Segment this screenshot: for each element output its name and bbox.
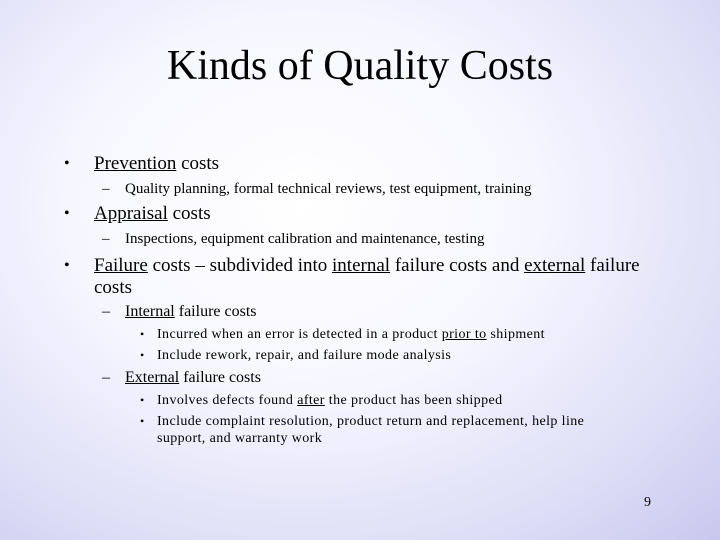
failure-external-word: external <box>524 255 586 276</box>
bullet-glyph: • <box>140 327 145 341</box>
external-item-1-text: Involves defects found <box>157 393 298 408</box>
internal-item-1 <box>140 326 627 343</box>
internal-item-1-text: Incurred when an error is detected in a product <box>157 327 442 342</box>
failure-term: Failure <box>94 255 148 276</box>
external-item-2 <box>140 413 627 447</box>
bullet-appraisal <box>64 203 654 225</box>
failure-text-a: costs – subdivided into <box>147 255 333 276</box>
appraisal-sub-text: Inspections, equipment calibration and maintenance, testing <box>125 231 485 247</box>
internal-item-1-underlined: prior to <box>441 327 487 342</box>
appraisal-rest: costs <box>167 203 211 224</box>
external-term: External <box>125 369 180 386</box>
dash-glyph: – <box>102 303 110 320</box>
internal-item-2-text: Include rework, repair, and failure mode analysis <box>157 348 452 363</box>
sub-external <box>102 368 261 387</box>
external-item-2-text: Include complaint resolution, product return and replacement, help line support, and warranty work <box>157 414 585 446</box>
bullet-prevention <box>64 153 654 175</box>
prevention-term: Prevention <box>94 153 177 174</box>
internal-item-1-tail: shipment <box>486 327 545 342</box>
slide-title: Kinds of Quality Costs <box>166 43 554 89</box>
internal-rest: failure costs <box>174 303 257 320</box>
bullet-glyph: • <box>64 205 70 222</box>
sub-appraisal <box>102 230 484 249</box>
internal-item-2 <box>140 347 627 364</box>
bullet-glyph: • <box>64 257 70 274</box>
prevention-sub-text: Quality planning, formal technical reviews, test equipment, training <box>125 181 532 197</box>
external-item-1-tail: the product has been shipped <box>324 393 503 408</box>
sub-prevention <box>102 180 532 199</box>
bullet-glyph: • <box>140 348 145 362</box>
failure-text-b: failure costs and <box>390 255 525 276</box>
prevention-rest: costs <box>176 153 220 174</box>
page-number: 9 <box>644 495 651 510</box>
failure-internal-word: internal <box>332 255 391 276</box>
dash-glyph: – <box>102 181 110 197</box>
bullet-glyph: • <box>140 414 145 428</box>
external-item-1 <box>140 392 627 409</box>
dash-glyph: – <box>102 369 110 386</box>
internal-term: Internal <box>125 303 175 320</box>
external-rest: failure costs <box>179 369 261 386</box>
bullet-glyph: • <box>140 393 145 407</box>
bullet-failure <box>64 255 654 299</box>
appraisal-term: Appraisal <box>94 203 168 224</box>
bullet-glyph: • <box>64 155 70 172</box>
sub-internal <box>102 302 257 321</box>
dash-glyph: – <box>102 231 110 247</box>
external-item-1-underlined: after <box>297 393 325 408</box>
failure-text-c: failure costs <box>94 255 640 298</box>
